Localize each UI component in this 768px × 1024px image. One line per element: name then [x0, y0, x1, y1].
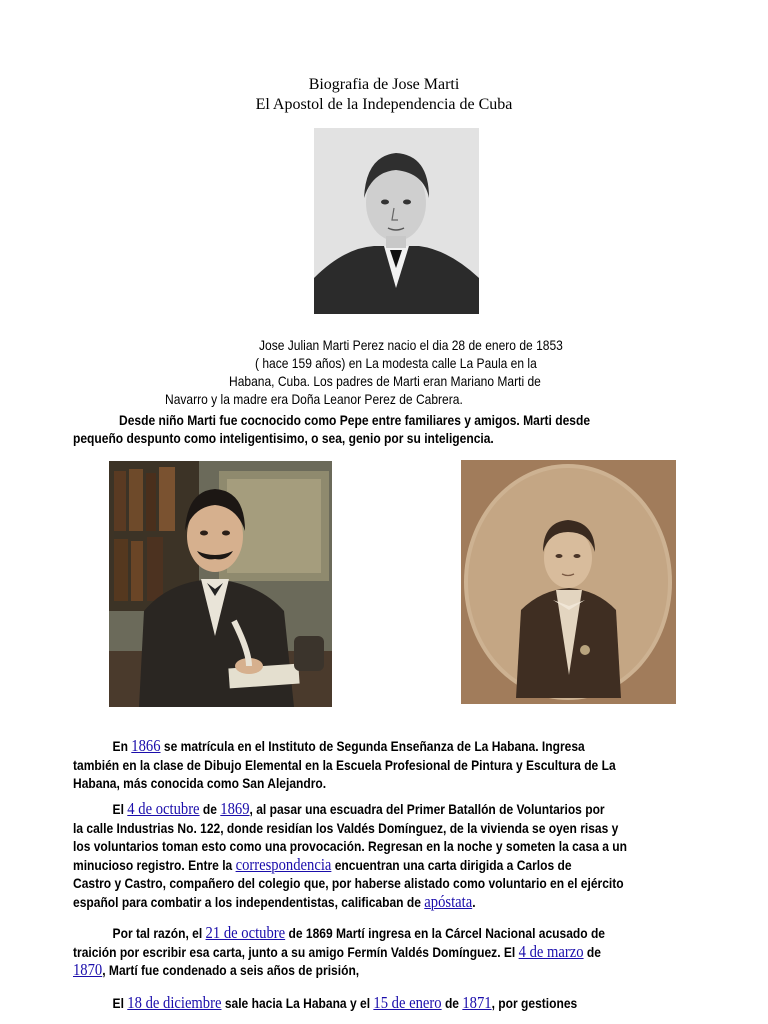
link-4-de-marzo[interactable]: 4 de marzo	[518, 941, 584, 961]
p2-line-3: los voluntarios toman esto como una provocación. Regresan en la noche y someten la casa a un	[73, 838, 628, 854]
p2-text-b: de	[199, 801, 221, 817]
document-subtitle: El Apostol de la Independencia de Cuba	[255, 96, 513, 113]
portrait-youth-photograph-image	[461, 460, 676, 704]
link-correspondencia[interactable]: correspondencia	[235, 854, 332, 874]
p3-text-b: de 1869 Martí ingresa en la Cárcel Nacional acusado de	[285, 925, 606, 941]
p2-text-c: , al pasar una escuadra del Primer Batallón de Voluntarios por	[249, 801, 605, 817]
p3-line-2a: traición por escribir esa carta, junto a su amigo Fermín Valdés Domínguez. El	[73, 943, 519, 960]
p2-line-6b: .	[472, 893, 476, 910]
paragraph-1	[73, 736, 616, 793]
p4-text-d: , por gestiones	[491, 995, 578, 1011]
link-15-de-enero[interactable]: 15 de enero	[373, 993, 442, 1012]
p2-text-a: El	[112, 801, 128, 817]
p3-line-2b: de	[583, 943, 601, 960]
link-1866[interactable]: 1866	[131, 736, 161, 755]
p1-line-2: también en la clase de Dibujo Elemental en la Escuela Profesional de Pintura y Escultura de La	[73, 756, 616, 773]
p1-line-3: Habana, más conocida como San Alejandro.	[73, 775, 327, 791]
link-21-de-octubre[interactable]: 21 de octubre	[205, 923, 286, 942]
intro-line-1: Desde niño Marti fue cocnocido como Pepe entre familiares y amigos. Marti desde	[119, 412, 591, 428]
caption-line-2: ( hace 159 años) en La modesta calle La Paula en la	[255, 355, 537, 371]
link-1870[interactable]: 1870	[73, 960, 103, 979]
p2-line-6a: español para combatir a los independentistas, calificaban de	[73, 893, 425, 910]
portrait-adult-painting-image	[109, 461, 332, 707]
p1-text-a: En	[112, 738, 132, 754]
intro-line-2: pequeño despunto como inteligentisimo, o sea, genio por su inteligencia.	[73, 430, 494, 446]
paragraph-4	[73, 994, 606, 1013]
link-4-de-octubre[interactable]: 4 de octubre	[127, 799, 200, 818]
p3-line-3b: , Martí fue condenado a seis años de prisión,	[102, 962, 360, 978]
caption-line-1: Jose Julian Marti Perez nacio el dia 28 de enero de 1853	[259, 337, 563, 353]
paragraph-3	[73, 924, 606, 980]
caption-line-3: Habana, Cuba. Los padres de Marti eran Mariano Marti de	[229, 373, 541, 389]
p2-line-5: Castro y Castro, compañero del colegio que, por haberse alistado como voluntario en el ejército	[73, 875, 624, 891]
link-1869[interactable]: 1869	[220, 799, 250, 818]
p3-text-a: Por tal razón, el	[112, 925, 206, 941]
p2-line-4b: encuentran una carta dirigida a Carlos de	[331, 856, 572, 873]
p2-line-2: la calle Industrias No. 122, donde residían los Valdés Domínguez, de la vivienda se oyen risas y	[73, 819, 619, 836]
link-1871[interactable]: 1871	[462, 993, 492, 1012]
p1-text-b: se matrícula en el Instituto de Segunda Enseñanza de La Habana. Ingresa	[160, 738, 585, 754]
link-18-de-diciembre[interactable]: 18 de diciembre	[127, 993, 222, 1012]
p4-text-a: El	[112, 995, 128, 1011]
caption-line-4: Navarro y la madre era Doña Leanor Perez de Cabrera.	[165, 391, 463, 407]
p2-line-4a: minucioso registro. Entre la	[73, 856, 236, 873]
document-title: Biografia de Jose Marti	[308, 76, 460, 93]
p4-text-c: de	[441, 995, 463, 1011]
paragraph-2	[73, 799, 628, 911]
p4-text-b: sale hacia La Habana y el	[221, 995, 374, 1011]
link-apostata[interactable]: apóstata	[424, 891, 473, 911]
portrait-child-sketch-image	[314, 128, 479, 314]
